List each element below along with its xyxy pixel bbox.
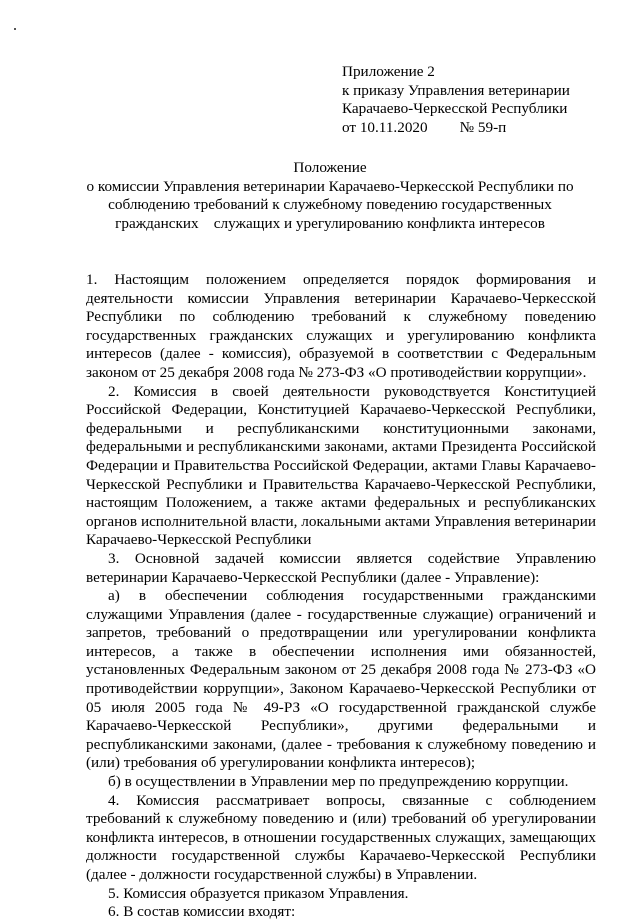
paragraph-2: 2. Комиссия в своей деятельности руководствуется Конституцией Российской Федерации, Конституцией Карачаево-Черкесской Республики, федеральными и республиканскими конституционными законами, федеральными и республиканскими законами, актами Президента Российской Федерации и Правительства Российской Федерации, актами Главы Карачаево-Черкесской Республики и Правительства Карачаево-Черкесской Республики, настоящим Положением, а также актами федеральных и республиканских органов исполнительной власти, локальными актами Управления ветеринарии Карачаево-Черкесской Республики bbox=[86, 382, 596, 549]
title-line: гражданских служащих и урегулированию конфликта интересов bbox=[115, 214, 545, 232]
paragraph-1: 1. Настоящим положением определяется порядок формирования и деятельности комиссии Управления ветеринарии Карачаево-Черкесской Республики по соблюдению требований к служебному поведению государственных гражданских служащих и урегулированию конфликта интересов (далее - комиссия), образуемой в соответствии с Федеральным законом от 25 декабря 2008 года № 273-ФЗ «О противодействии коррупции». bbox=[86, 271, 596, 381]
document-title bbox=[60, 159, 600, 233]
title-line: Положение bbox=[293, 159, 367, 176]
appendix-title: Приложение 2 bbox=[342, 63, 435, 80]
appendix-date-number bbox=[342, 119, 570, 138]
appendix-order-ref: к приказу Управления ветеринарии bbox=[342, 81, 570, 99]
scan-speck bbox=[14, 28, 16, 30]
title-line: соблюдению требований к служебному поведению государственных bbox=[108, 196, 552, 214]
paragraph-6: 6. В состав комиссии входят: bbox=[108, 903, 296, 921]
appendix-date: от 10.11.2020 bbox=[342, 118, 428, 136]
paragraph-3a: а) в обеспечении соблюдения государственными гражданскими служащими Управления (далее - государственные служащие) ограничений и запретов, требований о предотвращении или урегулировании конфликта интересов, а также в обеспечении исполнения ими обязанностей, установленных Федеральным законом от 25 декабря 2008 года № 273-ФЗ «О противодействии коррупции», Законом Карачаево-Черкесской Республики от 05 июля 2005 года № 49-РЗ «О государственной гражданской службе Карачаево-Черкесской Республики», другими федеральными и республиканскими законами, (далее - требования к служебному поведению и (или) требования об урегулировании конфликта интересов); bbox=[86, 587, 596, 772]
appendix-number: № 59-п bbox=[459, 118, 507, 136]
appendix-republic: Карачаево-Черкесской Республики bbox=[342, 100, 568, 118]
paragraph-4: 4. Комиссия рассматривает вопросы, связанные с соблюдением требований к служебному поведению и (или) требований об урегулировании конфликта интересов, в отношении государственных служащих, замещающих должности государственной службы Карачаево-Черкесской Республики (далее - должности государственной службы) в Управлении. bbox=[86, 791, 596, 883]
appendix-block bbox=[342, 63, 570, 137]
paragraph-5: 5. Комиссия образуется приказом Управления. bbox=[108, 884, 409, 902]
title-line: о комиссии Управления ветеринарии Карачаево-Черкесской Республики по bbox=[86, 177, 574, 195]
paragraph-3: 3. Основной задачей комиссии является содействие Управлению ветеринарии Карачаево-Черкесской Республики (далее - Управление): bbox=[86, 549, 596, 586]
document-body bbox=[86, 271, 596, 922]
paragraph-3b: б) в осуществлении в Управлении мер по предупреждению коррупции. bbox=[108, 773, 569, 791]
